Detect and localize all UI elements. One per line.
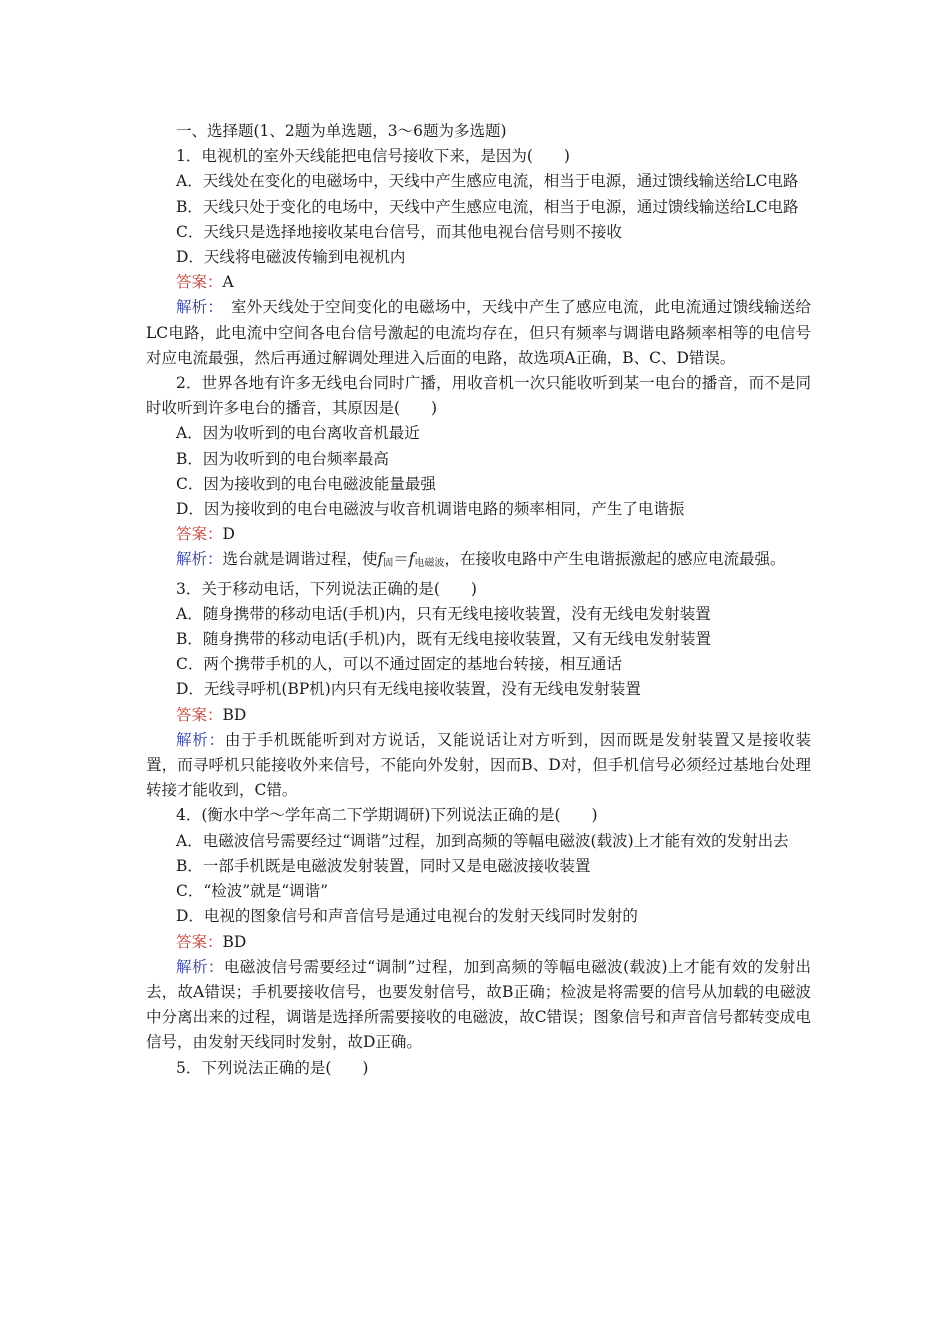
q3-answer: BD xyxy=(222,705,247,724)
q1-option-c: C．天线只是选择地接收某电台信号，而其他电视台信号则不接收 xyxy=(176,222,622,241)
q1-option-b: B．天线只处于变化的电场中，天线中产生感应电流，相当于电源，通过馈线输送给LC电路 xyxy=(176,197,799,216)
q2-analysis-label: 解析： xyxy=(176,550,223,569)
q1-answer-line xyxy=(146,270,811,295)
q1-stem: 1．电视机的室外天线能把电信号接收下来，是因为( ) xyxy=(176,147,570,166)
q2-answer-line xyxy=(146,522,811,547)
q4-answer-label: 答案： xyxy=(176,932,223,951)
q3-option-c: C．两个携带手机的人，可以不通过固定的基地台转接，相互通话 xyxy=(176,655,622,674)
q3-stem: 3．关于移动电话，下列说法正确的是( ) xyxy=(176,579,477,598)
q2-f-symbol-2: f xyxy=(408,550,415,569)
q4-answer: BD xyxy=(222,932,247,951)
q1-answer-label: 答案： xyxy=(176,273,223,292)
q3-option-b: B．随身携带的移动电话(手机)内，既有无线电接收装置，又有无线电发射装置 xyxy=(176,630,711,649)
q2-analysis-pre: 选台就是调谐过程，使 xyxy=(222,550,378,569)
q4-option-a: A．电磁波信号需要经过“调谐”过程，加到高频的等幅电磁波(载波)上才能有效的发射出去 xyxy=(176,831,789,850)
q2-option-c: C．因为接收到的电台电磁波能量最强 xyxy=(176,474,436,493)
q3-answer-label: 答案： xyxy=(176,705,223,724)
q3-analysis-line xyxy=(146,728,811,804)
q4-stem: 4．(衡水中学～学年高二下学期调研)下列说法正确的是( ) xyxy=(176,806,598,825)
q2-option-b: B．因为收听到的电台频率最高 xyxy=(176,449,389,468)
q4-option-d: D．电视的图象信号和声音信号是通过电视台的发射天线同时发射的 xyxy=(176,907,638,926)
document-content xyxy=(146,119,811,1081)
q1-analysis: 室外天线处于空间变化的电磁场中，天线中产生了感应电流，此电流通过馈线输送给LC电路，此电流中空间各电台信号激起的电流均存在，但只有频率与调谐电路频率相等的电信号对应电流最强，然后再通过解调处理进入后面的电路，故选项A正确，B、C、D错误。 xyxy=(146,298,811,367)
q3-answer-line xyxy=(146,703,811,728)
q2-answer-label: 答案： xyxy=(176,525,223,544)
q2-analysis-post: ，在接收电路中产生电谐振激起的感应电流最强。 xyxy=(444,550,786,569)
q2-f-symbol: f xyxy=(377,550,384,569)
q4-option-b: B．一部手机既是电磁波发射装置，同时又是电磁波接收装置 xyxy=(176,856,591,875)
q4-analysis: 电磁波信号需要经过“调制”过程，加到高频的等幅电磁波(载波)上才能有效的发射出去，故A错误；手机要接收信号，也要发射信号，故B正确；检波是将需要的信号从加载的电磁波中分离出来的过程，调谐是选择所需要接收的电磁波，故C错误；图象信号和声音信号都转变成电信号，由发射天线同时发射，故D正确。 xyxy=(146,957,811,1052)
q3-option-d: D．无线寻呼机(BP机)内只有无线电接收装置，没有无线电发射装置 xyxy=(176,680,641,699)
section-header: 一、选择题(1、2题为单选题，3～6题为多选题) xyxy=(176,122,507,140)
q3-analysis-label: 解析： xyxy=(176,730,225,749)
q4-option-c: C．“检波”就是“调谐” xyxy=(176,882,329,901)
q1-analysis-line xyxy=(146,295,811,371)
q3-option-a: A．随身携带的移动电话(手机)内，只有无线电接收装置，没有无线电发射装置 xyxy=(176,604,711,623)
q2-analysis-line xyxy=(146,547,811,576)
q1-option-d: D．天线将电磁波传输到电视机内 xyxy=(176,248,406,267)
q2-equals: ＝ xyxy=(393,550,409,569)
q1-option-a: A．天线处在变化的电磁场中，天线中产生感应电流，相当于电源，通过馈线输送给LC电路 xyxy=(176,172,799,191)
q2-option-a: A．因为收听到的电台离收音机最近 xyxy=(176,424,420,443)
q2-stem: 2．世界各地有许多无线电台同时广播，用收音机一次只能收听到某一电台的播音，而不是同时收听到许多电台的播音，其原因是( ) xyxy=(146,374,811,418)
q4-analysis-line xyxy=(146,955,811,1056)
q3-analysis: 由于手机既能听到对方说话，又能说话让对方听到，因而既是发射装置又是接收装置，而寻呼机只能接收外来信号，不能向外发射，因而B、D对，但手机信号必须经过基地台处理转接才能收到，C错。 xyxy=(146,730,811,800)
q1-answer: A xyxy=(222,273,234,292)
q2-subscript-2: 电磁波 xyxy=(414,558,445,570)
q1-analysis-label: 解析： xyxy=(176,298,216,317)
q4-analysis-label: 解析： xyxy=(176,957,224,976)
q4-answer-line xyxy=(146,930,811,955)
q2-option-d: D．因为接收到的电台电磁波与收音机调谐电路的频率相同，产生了电谐振 xyxy=(176,500,685,519)
q2-subscript-1: 固 xyxy=(383,558,394,570)
q5-stem: 5．下列说法正确的是( ) xyxy=(176,1058,369,1077)
q2-answer: D xyxy=(222,525,235,544)
